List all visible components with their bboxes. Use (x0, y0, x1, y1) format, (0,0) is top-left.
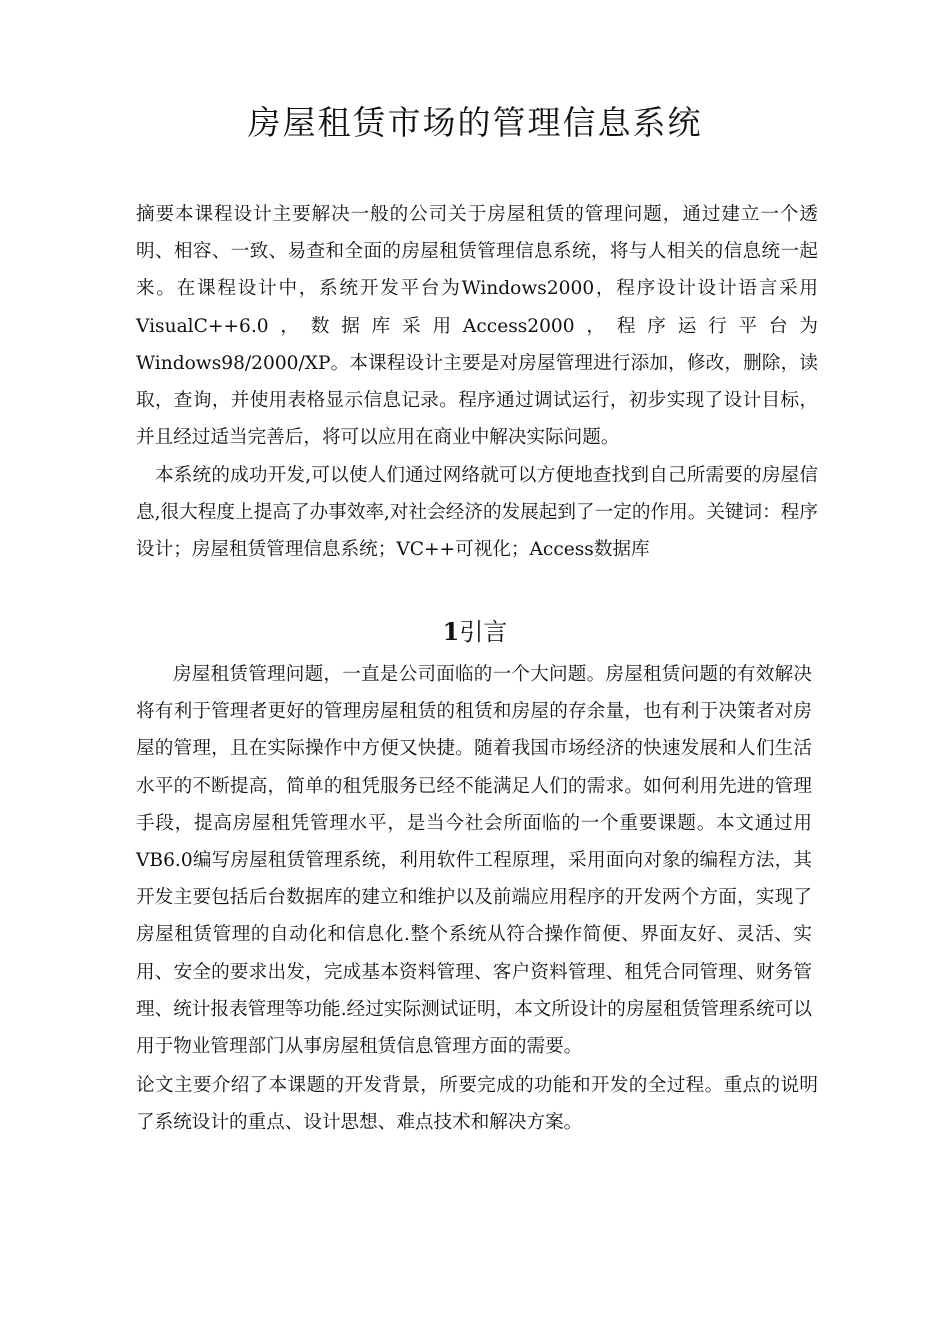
section-heading-introduction (0, 612, 950, 652)
section-number: 1 (442, 617, 460, 646)
document-title: 房屋租赁市场的管理信息系统 (247, 103, 703, 142)
abstract-keywords-paragraph: 本系统的成功开发,可以使人们通过网络就可以方便地查找到自己所需要的房屋信息,很大程度上提高了办事效率,对社会经济的发展起到了一定的作用。关键词：程序设计；房屋租赁管理信息系统；VC++可视化；Access数据库 (136, 465, 818, 561)
introduction-paragraph: 房屋租赁管理问题，一直是公司面临的一个大问题。房屋租赁问题的有效解决将有利于管理者更好的管理房屋租赁的租赁和房屋的存余量，也有利于决策者对房屋的管理，且在实际操作中方便又快捷。随着我国市场经济的快速发展和人们生活水平的不断提高，简单的租凭服务已经不能满足人们的需求。如何利用先进的管理手段，提高房屋租凭管理水平，是当今社会所面临的一个重要课题。本文通过用VB6.0编写房屋租赁管理系统，利用软件工程原理，采用面向对象的编程方法，其开发主要包括后台数据库的建立和维护以及前端应用程序的开发两个方面，实现了房屋租赁管理的自动化和信息化.整个系统从符合操作简便、界面友好、灵活、实用、安全的要求出发，完成基本资料管理、客户资料管理、租凭合同管理、财务管理、统计报表管理等功能.经过实际测试证明，本文所设计的房屋租赁管理系统可以用于物业管理部门从事房屋租赁信息管理方面的需要。 (136, 664, 812, 1058)
introduction-summary-paragraph: 论文主要介绍了本课题的开发背景，所要完成的功能和开发的全过程。重点的说明了系统设计的重点、设计思想、难点技术和解决方案。 (136, 1075, 818, 1134)
section-title: 引言 (459, 618, 508, 646)
abstract-paragraph: 摘要本课程设计主要解决一般的公司关于房屋租赁的管理问题，通过建立一个透明、相容、一致、易查和全面的房屋租赁管理信息系统，将与人相关的信息统一起来。在课程设计中，系统开发平台为Windows2000，程序设计设计语言采用VisualC++6.0，数据库采用Access2000，程序运行平台为Windows98/2000/XP。本课程设计主要是对房屋管理进行添加，修改，删除，读取，查询，并使用表格显示信息记录。程序通过调试运行，初步实现了设计目标，并且经过适当完善后，将可以应用在商业中解决实际问题。 (136, 204, 818, 449)
